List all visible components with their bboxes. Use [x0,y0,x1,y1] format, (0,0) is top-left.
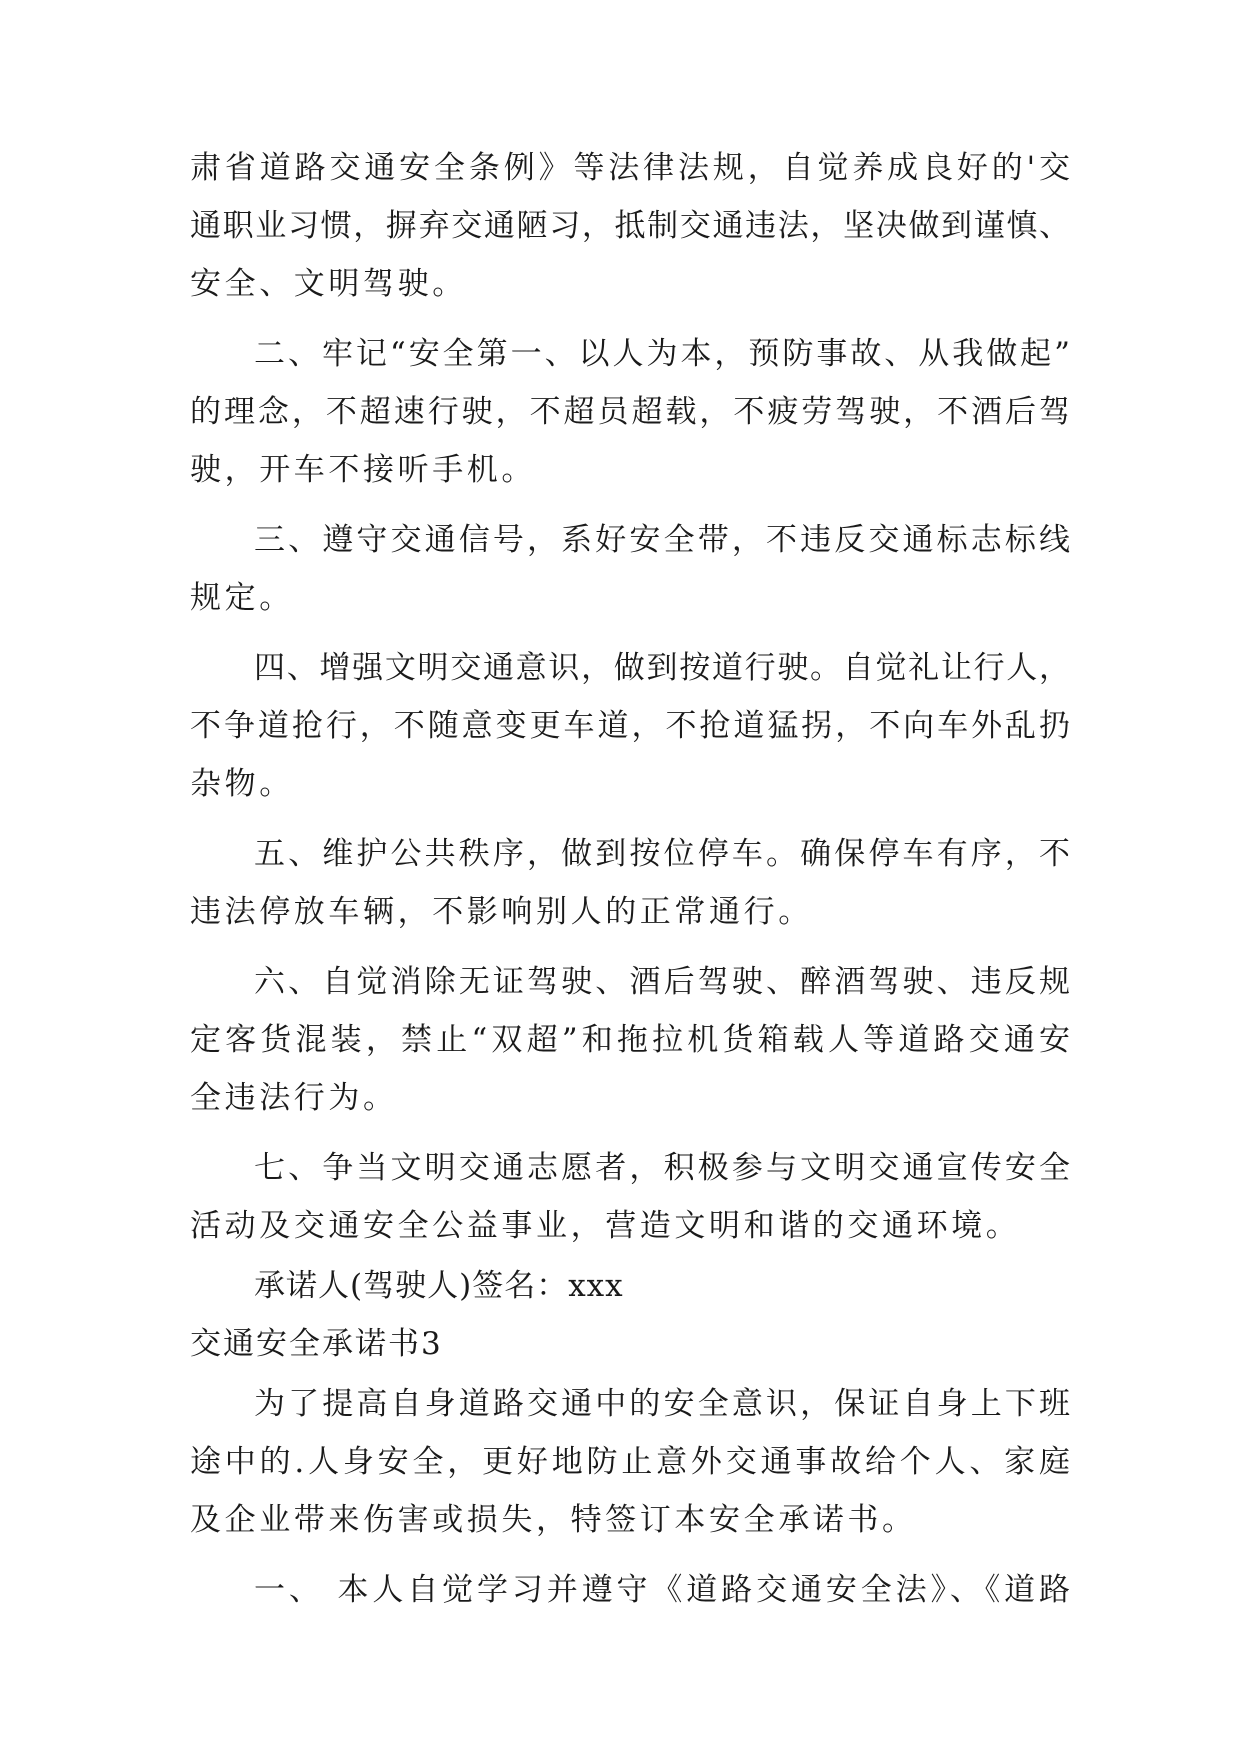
text-line: 肃省道路交通安全条例》等法律法规，自觉养成良好的'交 [190,150,1070,186]
text-line: 四、增强文明交通意识，做到按道行驶。自觉礼让行人， [254,650,1070,686]
text-line: 全违法行为。 [190,1080,398,1116]
text-line: 七、争当文明交通志愿者，积极参与文明交通宣传安全 [254,1150,1070,1186]
text-line: 安全、文明驾驶。 [190,266,467,302]
section-title: 交通安全承诺书3 [190,1326,443,1362]
text-line: 三、遵守交通信号，系好安全带，不违反交通标志标线 [254,522,1070,558]
text-line: 规定。 [190,580,294,616]
text-line: 活动及交通安全公益事业，营造文明和谐的交通环境。 [190,1208,1021,1244]
signature-line: 承诺人(驾驶人)签名：xxx [254,1268,624,1304]
text-line: 一、 本人自觉学习并遵守《道路交通安全法》、《道路 [254,1572,1070,1608]
text-line: 及企业带来伤害或损失，特签订本安全承诺书。 [190,1502,917,1538]
text-line: 为了提高自身道路交通中的安全意识，保证自身上下班 [254,1386,1070,1422]
text-line: 不争道抢行，不随意变更车道，不抢道猛拐，不向车外乱扔 [190,708,1070,744]
text-line: 驶，开车不接听手机。 [190,452,536,488]
text-line: 五、维护公共秩序，做到按位停车。确保停车有序，不 [254,836,1070,872]
text-line: 六、自觉消除无证驾驶、酒后驾驶、醉酒驾驶、违反规 [254,964,1070,1000]
text-line: 定客货混装，禁止“双超”和拖拉机货箱载人等道路交通安 [190,1022,1070,1058]
text-line: 二、牢记“安全第一、以人为本，预防事故、从我做起” [254,336,1070,372]
text-line: 杂物。 [190,766,294,802]
text-line: 通职业习惯，摒弃交通陋习，抵制交通违法，坚决做到谨慎、 [190,208,1070,244]
text-line: 途中的.人身安全，更好地防止意外交通事故给个人、家庭 [190,1444,1070,1480]
text-line: 的理念，不超速行驶，不超员超载，不疲劳驾驶，不酒后驾 [190,394,1070,430]
text-line: 违法停放车辆，不影响别人的正常通行。 [190,894,813,930]
